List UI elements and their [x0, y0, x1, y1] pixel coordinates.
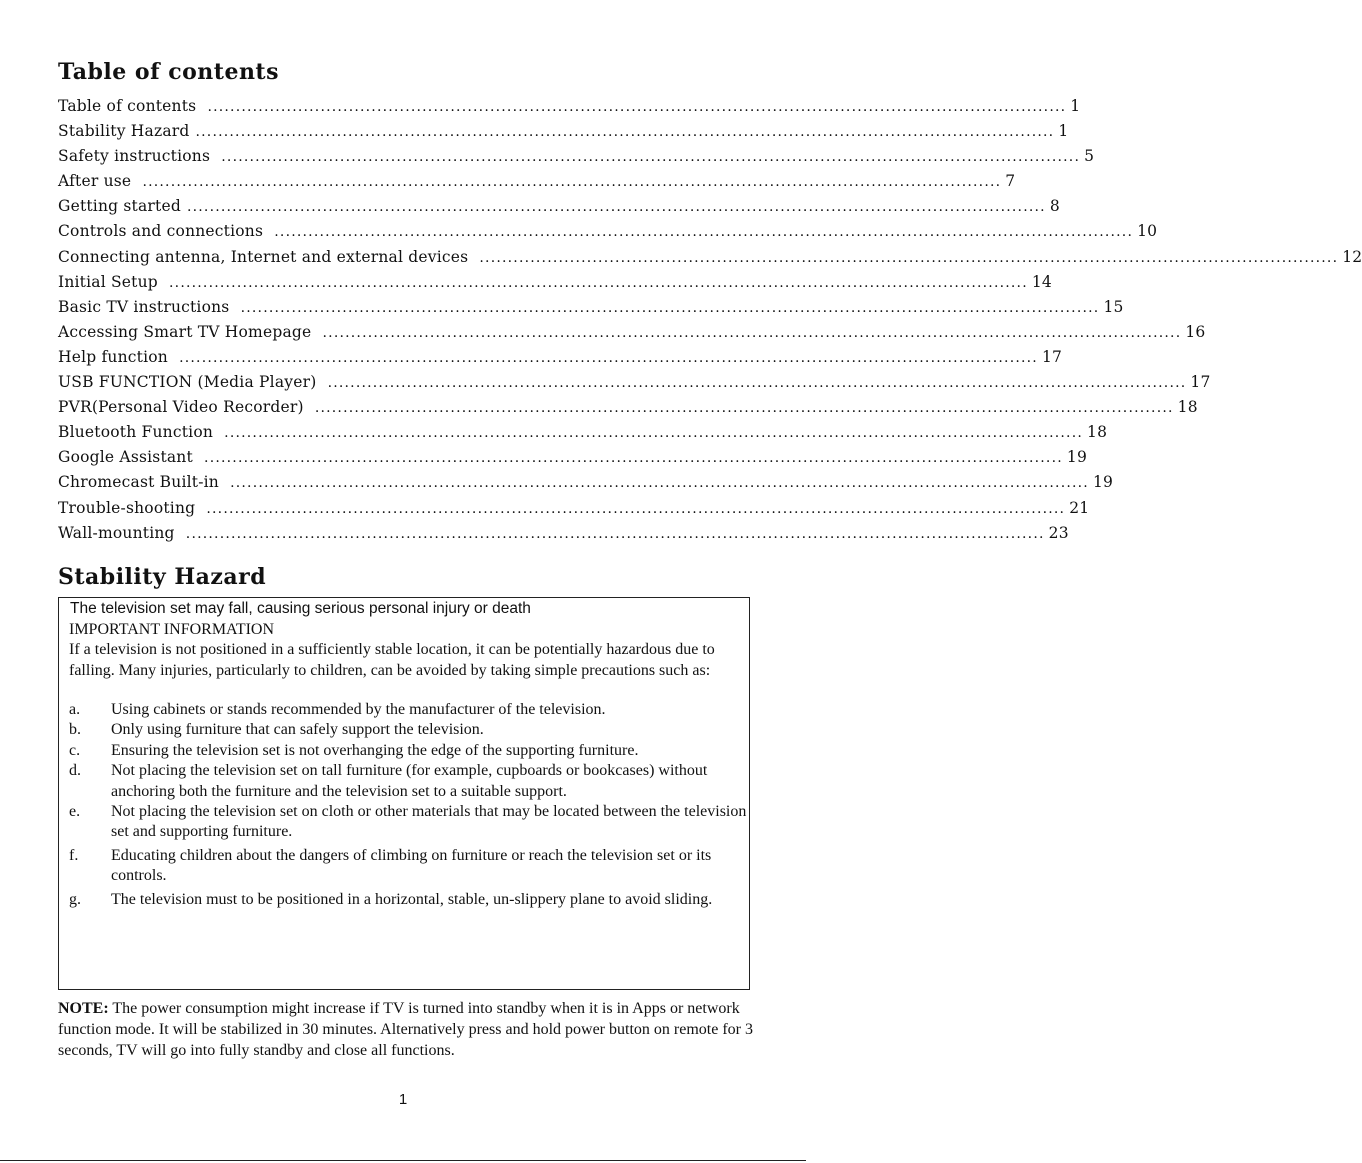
- warning-heading: The television set may fall, causing serious personal injury or death: [70, 600, 531, 617]
- stability-hazard-title: Stability Hazard: [58, 564, 267, 590]
- precaution-item: [69, 720, 749, 740]
- item-text: Ensuring the television set is not overhanging the edge of the supporting furniture.: [111, 741, 639, 759]
- toc-leader-dots: ........................................................................................................................................................: [179, 349, 1038, 366]
- toc-leader-dots: ........................................................................................................................................................: [142, 174, 1002, 191]
- item-letter: e.: [69, 803, 81, 821]
- toc-entry[interactable]: [58, 122, 1069, 147]
- item-letter: c.: [69, 741, 81, 759]
- toc-entry-page: 12: [1342, 247, 1362, 266]
- toc-leader-dots: ........................................................................................................................................................: [479, 249, 1339, 266]
- toc-entry-page: 18: [1087, 423, 1108, 442]
- toc-leader-dots: ........................................................................................................................................................: [224, 425, 1084, 442]
- toc-leader-dots: ........................................................................................................................................................: [169, 274, 1028, 291]
- precaution-item: [69, 761, 749, 802]
- toc-leader-dots: ........................................................................................................................................................: [206, 500, 1066, 517]
- precaution-item: [69, 846, 749, 887]
- toc-entry-page: 19: [1092, 473, 1114, 492]
- toc-entry[interactable]: [58, 473, 1114, 498]
- toc-leader-dots: ........................................................................................................................................................: [207, 99, 1067, 115]
- toc-entry-label: Getting started: [58, 197, 181, 216]
- note-text: The power consumption might increase if TV is turned into standby when it is in Apps or network function mode. It will be stabilized in 30 minutes. Alternatively press and hold power button on remote for 3 seconds, TV will go into fully standby and close all functions.: [58, 1000, 753, 1059]
- toc-leader-dots: ........................................................................................................................................................: [204, 450, 1063, 467]
- toc-leader-dots: ........................................................................................................................................................: [186, 199, 1046, 216]
- toc-entry-label: USB FUNCTION (Media Player): [58, 373, 322, 392]
- toc-entry[interactable]: [58, 448, 1088, 473]
- toc-entry[interactable]: [58, 147, 1095, 172]
- toc-entry-page: 17: [1190, 373, 1211, 392]
- toc-entry-label: Stability Hazard: [58, 122, 190, 141]
- toc-entry-label: Connecting antenna, Internet and external devices: [58, 247, 474, 266]
- toc-entry-label: Trouble-shooting: [58, 498, 201, 517]
- toc-entry-page: 5: [1084, 147, 1095, 166]
- toc-entry-label: Accessing Smart TV Homepage: [58, 322, 317, 341]
- toc-entry-label: Bluetooth Function: [58, 423, 219, 442]
- toc-entry-page: 1: [1070, 97, 1081, 115]
- toc-leader-dots: ........................................................................................................................................................: [185, 525, 1045, 542]
- toc-entry-label: Safety instructions: [58, 147, 216, 166]
- precaution-item: [69, 741, 749, 761]
- toc-entry-label: Wall-mounting: [58, 523, 180, 542]
- item-text: Educating children about the dangers of climbing on furniture or reach the television set or its controls.: [111, 846, 712, 885]
- toc-entry-label: Basic TV instructions: [58, 297, 235, 316]
- toc-entry-page: 10: [1137, 222, 1158, 241]
- toc-leader-dots: ........................................................................................................................................................: [327, 375, 1187, 392]
- toc-entry-page: 8: [1049, 197, 1060, 216]
- toc-list: [58, 97, 1362, 549]
- toc-entry-page: 14: [1031, 272, 1052, 291]
- toc-leader-dots: ........................................................................................................................................................: [221, 149, 1081, 166]
- toc-entry[interactable]: [58, 247, 1362, 273]
- precaution-item: [69, 890, 749, 910]
- toc-leader-dots: ........................................................................................................................................................: [274, 224, 1134, 241]
- item-letter: g.: [69, 890, 81, 908]
- toc-entry[interactable]: [58, 272, 1052, 298]
- toc-leader-dots: ........................................................................................................................................................: [230, 475, 1089, 492]
- item-letter: d.: [69, 762, 81, 780]
- toc-leader-dots: ........................................................................................................................................................: [240, 299, 1100, 316]
- toc-entry-page: 17: [1041, 347, 1063, 366]
- item-text: Only using furniture that can safely support the television.: [111, 721, 484, 739]
- item-text: Using cabinets or stands recommended by the manufacturer of the television.: [111, 701, 606, 718]
- toc-entry-page: 19: [1066, 448, 1088, 467]
- toc-entry-page: 21: [1069, 498, 1090, 517]
- footer-rule: [0, 1160, 806, 1161]
- toc-entry-label: Initial Setup: [58, 272, 164, 291]
- item-letter: f.: [69, 846, 79, 864]
- item-text: The television must to be positioned in a horizontal, stable, un-slippery plane to avoid sliding.: [111, 890, 713, 908]
- toc-entry-label: Chromecast Built-in: [58, 473, 225, 492]
- toc-entry[interactable]: [58, 347, 1063, 373]
- stability-warning-box: [58, 597, 750, 990]
- toc-entry[interactable]: [58, 197, 1060, 222]
- toc-leader-dots: ........................................................................................................................................................: [314, 400, 1174, 417]
- precaution-item: [69, 700, 749, 720]
- toc-entry[interactable]: [58, 322, 1206, 348]
- toc-entry-page: 18: [1177, 398, 1198, 417]
- toc-entry-page: 7: [1005, 172, 1016, 191]
- toc-entry[interactable]: [58, 222, 1158, 247]
- toc-leader-dots: ........................................................................................................................................................: [195, 124, 1055, 141]
- toc-entry-page: 15: [1103, 297, 1124, 316]
- toc-entry-label: Table of contents: [58, 97, 202, 115]
- toc-entry-label: Google Assistant: [58, 448, 199, 467]
- item-letter: a.: [69, 701, 81, 718]
- toc-entry-label: After use: [58, 172, 137, 191]
- toc-entry[interactable]: [58, 523, 1069, 549]
- precaution-list: [69, 700, 749, 910]
- toc-entry[interactable]: [58, 398, 1198, 423]
- power-consumption-note: [58, 999, 770, 1061]
- toc-entry[interactable]: [58, 423, 1108, 448]
- toc-entry-page: 16: [1185, 322, 1206, 341]
- note-label: NOTE:: [58, 1000, 109, 1017]
- toc-entry[interactable]: [58, 172, 1016, 197]
- item-letter: b.: [69, 721, 81, 739]
- toc-title: Table of contents: [58, 59, 279, 85]
- toc-entry[interactable]: [58, 373, 1211, 398]
- toc-entry[interactable]: [58, 498, 1090, 524]
- precaution-item: [69, 802, 749, 843]
- toc-entry-page: 23: [1048, 523, 1069, 542]
- toc-entry-label: Controls and connections: [58, 222, 269, 241]
- toc-leader-dots: ........................................................................................................................................................: [322, 324, 1182, 341]
- toc-entry[interactable]: [58, 97, 1081, 122]
- page-number: 1: [398, 1091, 408, 1108]
- toc-entry[interactable]: [58, 297, 1124, 323]
- item-text: Not placing the television set on cloth or other materials that may be located between the television set and supporting furniture.: [111, 803, 747, 841]
- toc-entry-page: 1: [1058, 122, 1069, 141]
- warning-intro: If a television is not positioned in a sufficiently stable location, it can be potentially hazardous due to falling. Many injuries, particularly to children, can be avoided by taking simple precautions such as:: [69, 641, 715, 679]
- toc-entry-label: Help function: [58, 347, 174, 366]
- item-text: Not placing the television set on tall furniture (for example, cupboards or bookcases) without anchoring both the furniture and the television set to a suitable support.: [111, 762, 708, 800]
- important-information-label: IMPORTANT INFORMATION: [69, 621, 275, 638]
- toc-entry-label: PVR(Personal Video Recorder): [58, 398, 309, 417]
